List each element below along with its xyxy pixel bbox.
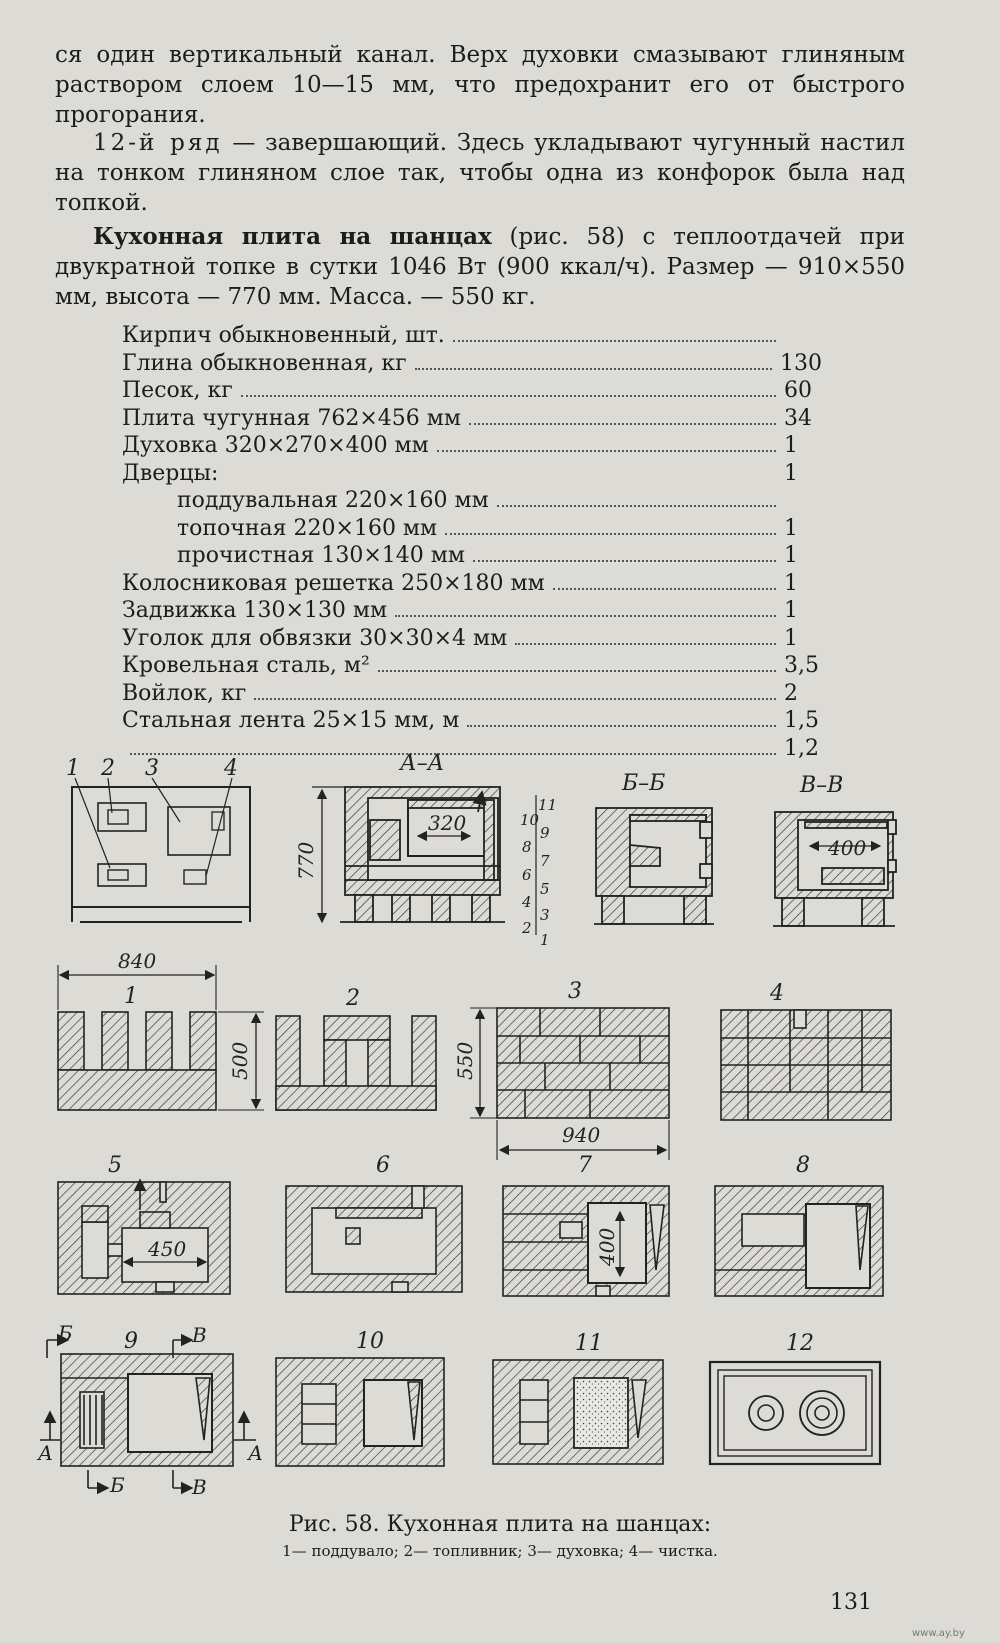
plan-row-1 <box>58 965 264 1110</box>
material-value: 130 <box>780 350 822 376</box>
material-label: Духовка 320×270×400 мм <box>122 433 429 458</box>
material-label: Песок, кг <box>122 378 233 403</box>
figure-legend: 1— поддувало; 2— топливник; 3— духовка; 4— чистка. <box>282 1542 718 1560</box>
material-label: Стальная лента 25×15 мм, м <box>122 708 460 733</box>
material-value: 1,2 <box>784 735 819 761</box>
row-11: 11 <box>538 796 558 814</box>
row-9: 9 <box>540 824 550 842</box>
plan-row-7 <box>503 1186 669 1296</box>
cut-b-bottom: Б <box>110 1473 125 1497</box>
plan-label-4: 4 <box>770 981 784 1006</box>
plan-row-4 <box>721 1010 891 1120</box>
material-label: Войлок, кг <box>122 680 247 706</box>
row-5: 5 <box>540 880 550 898</box>
cut-v-top: В <box>192 1323 207 1347</box>
figure-caption: Рис. 58. Кухонная плита на шанцах: <box>288 1512 712 1537</box>
material-label: Глина обыкновенная, кг <box>122 350 407 376</box>
plan-row-8 <box>715 1186 883 1296</box>
dim-500: 500 <box>228 1041 252 1080</box>
plan-label-3: 3 <box>568 979 582 1004</box>
dim-450: 450 <box>148 1237 187 1261</box>
material-label: Уголок для обвязки 30×30×4 мм <box>122 625 508 651</box>
row-8: 8 <box>522 838 532 856</box>
plan-label-8: 8 <box>796 1153 810 1178</box>
material-label: поддувальная 220×160 мм <box>177 488 489 513</box>
callout-2: 2 <box>101 756 115 781</box>
plan-row-2 <box>276 1016 436 1110</box>
row-10: 10 <box>520 811 540 829</box>
callout-4: 4 <box>224 756 238 781</box>
material-value: 1 <box>784 515 798 541</box>
plan-label-1: 1 <box>124 984 138 1009</box>
section-vv-label: В–В <box>800 773 844 798</box>
dim-320: 320 <box>428 811 467 835</box>
watermark: www.ay.by <box>912 1628 965 1639</box>
paragraph-row-12: 12-й ряд — завершающий. Здесь укладывают чугунный настил на тонком глиняном слое так, чтобы одна из конфорок была над топкой. <box>55 130 906 216</box>
material-label: Колосниковая решетка 250×180 мм <box>122 570 545 596</box>
material-label: прочистная 130×140 мм <box>177 543 465 568</box>
cut-v-bottom: В <box>192 1475 207 1499</box>
material-value: 1 <box>784 570 798 596</box>
plan-label-7: 7 <box>578 1153 592 1178</box>
plan-label-10: 10 <box>356 1329 384 1354</box>
front-elevation <box>72 778 250 922</box>
row-12-lead: 12-й ряд <box>93 130 223 156</box>
stove-title: Кухонная плита на шанцах <box>93 223 492 250</box>
material-value: 1 <box>784 625 798 651</box>
section-aa-label: А–А <box>400 751 445 776</box>
material-label: Задвижка 130×130 мм <box>122 598 388 623</box>
material-value: 3,5 <box>784 653 819 678</box>
material-value: 60 <box>784 378 812 403</box>
row-2: 2 <box>522 919 532 937</box>
plan-label-2: 2 <box>346 986 360 1011</box>
cut-b-top: Б <box>58 1321 73 1345</box>
section-bb <box>594 808 714 924</box>
plan-row-11 <box>493 1360 663 1464</box>
row-4: 4 <box>522 893 532 911</box>
plan-row-6 <box>286 1186 462 1292</box>
plan-label-9: 9 <box>124 1329 138 1354</box>
material-value: 1,5 <box>784 708 819 733</box>
row-1: 1 <box>540 931 550 949</box>
row-6: 6 <box>522 866 532 884</box>
cut-a-right: А <box>248 1441 264 1465</box>
material-label: Кирпич обыкновенный, шт. <box>122 323 445 348</box>
material-value: 2 <box>784 680 798 706</box>
cut-a-left: А <box>38 1441 54 1465</box>
section-vv <box>773 812 896 926</box>
plan-row-9 <box>40 1340 256 1488</box>
material-label: Плита чугунная 762×456 мм <box>122 405 462 431</box>
row-7: 7 <box>540 852 550 870</box>
material-label: топочная 220×160 мм <box>177 515 438 541</box>
row-3: 3 <box>540 906 550 924</box>
dim-400-vv: 400 <box>828 836 867 860</box>
dim-840: 840 <box>118 949 157 973</box>
material-label: Дверцы: <box>122 460 219 486</box>
dim-940: 940 <box>562 1123 601 1147</box>
plan-label-6: 6 <box>376 1153 390 1178</box>
paragraph-stove-intro: Кухонная плита на шанцах (рис. 58) с теплоотдачей при двукратной топке в сутки 1046 Вт (900 ккал/ч). Размер — 910×550 мм, высота — 770 мм. Масса. — 550 кг. <box>55 223 905 310</box>
material-value: 34 <box>784 405 812 431</box>
plan-row-10 <box>276 1358 444 1466</box>
callout-3: 3 <box>145 756 159 781</box>
section-bb-label: Б–Б <box>622 771 666 796</box>
dim-770: 770 <box>294 841 318 880</box>
plan-label-5: 5 <box>108 1153 122 1178</box>
dim-550: 550 <box>453 1041 477 1080</box>
plan-row-12-top-plate <box>710 1362 880 1464</box>
page-number: 131 <box>830 1590 872 1615</box>
material-value: 1 <box>784 543 798 568</box>
material-label: Кровельная сталь, м² <box>122 653 370 678</box>
dim-400-row7: 400 <box>595 1227 619 1266</box>
plan-row-5 <box>58 1180 230 1294</box>
material-value: 1 <box>784 460 798 486</box>
plan-label-12: 12 <box>786 1331 814 1356</box>
section-aa <box>312 787 505 922</box>
paragraph-oven: ся один вертикальный канал. Верх духовки смазывают глиняным раствором слоем 10—15 мм, что предохранит его от быстрого прогорания. <box>55 42 905 128</box>
material-value: 1 <box>784 598 798 623</box>
material-value: 1 <box>784 433 798 458</box>
callout-1: 1 <box>66 756 80 781</box>
plan-label-11: 11 <box>575 1331 603 1356</box>
